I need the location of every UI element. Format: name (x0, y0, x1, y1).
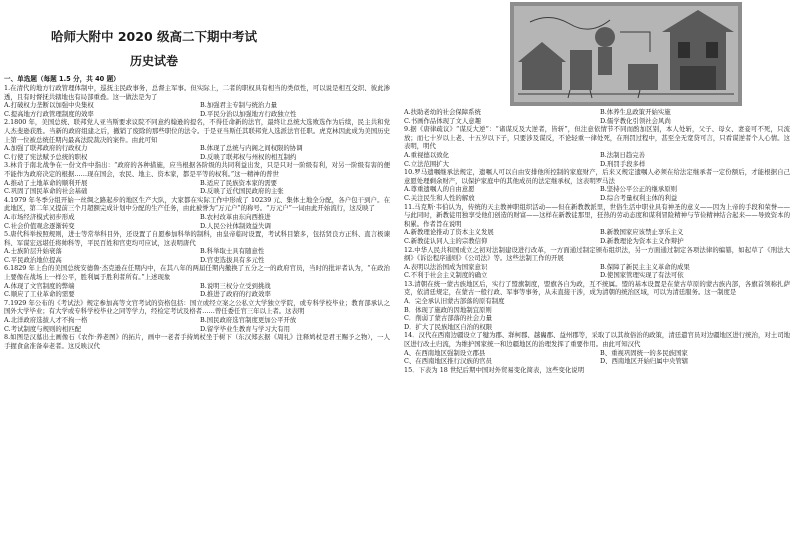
question-block (4, 333, 390, 350)
question-stem: 14．汉代在西南边疆设立了犍为郡、牂柯郡、越巂郡、益州郡等，采取了以其故俗治的政策，清廷遣官员对边疆地区进行统治，对土司地区进行改土归流，为维护国家统一和边疆地区的治理发挥了重要作用。由此可知汉代 (404, 331, 790, 349)
exam-subtitle: 历史试卷 (129, 54, 178, 68)
question-block (4, 299, 390, 333)
question-block (404, 203, 790, 246)
question-block (404, 280, 790, 332)
answer-option: D.使国家管理实现了有法可依 (600, 271, 684, 280)
answer-option: C.书画作品体现了文人意趣 (404, 116, 481, 125)
answer-option: A.表明以法治国成为国家意识 (404, 262, 488, 271)
answer-option: D.反映了联邦权与州权的相互制约 (200, 152, 297, 161)
answer-option: D．扩大了民族地区自治的权限 (404, 322, 493, 331)
answer-option: C.考试制度与规则的相匹配 (4, 324, 81, 333)
answer-option: B.保障了新民主主义革命的成果 (600, 262, 690, 271)
answer-option: C.行使了宪法赋予总统的职权 (4, 152, 88, 161)
exam-title: 哈师大附中 2020 级高二下期中考试 (51, 29, 257, 44)
answer-option: C.不利于社会主义制度的确立 (404, 271, 488, 280)
section-heading: 一、单选题（每题 1.5 分，共 40 题） (4, 75, 120, 83)
option-list (404, 185, 790, 202)
answer-option: B.说明三权分立受到挑战 (200, 281, 271, 290)
answer-option: C.社会价值观念逐渐转变 (4, 221, 75, 230)
question-block (404, 331, 790, 365)
question-block (404, 125, 790, 168)
question-block (404, 108, 790, 125)
option-list (404, 108, 790, 125)
answer-option: B.新教国家应该禁止享乐主义 (600, 228, 684, 237)
option-list (4, 316, 390, 333)
answer-option: D.儒学教化引领社会风尚 (600, 116, 671, 125)
answer-option: A.体现了文官制度的弊端 (4, 281, 75, 290)
answer-option: D.综合考量权利主体的利益 (600, 193, 678, 202)
answer-option: D.留学毕业生教育与学习大有用 (200, 324, 291, 333)
option-list (404, 151, 790, 168)
answer-option: C.平民政治地位提高 (4, 255, 62, 264)
answer-option: C．削弱了蒙古部落的社会力量 (404, 314, 492, 323)
answer-option: D.平民分治以加强地方行政独立性 (200, 109, 297, 118)
question-block (404, 168, 790, 202)
question-block (4, 196, 390, 230)
question-stem: 10.罗马遗嘱继承法规定，遗嘱人可以自由安排他所控制的家庭财产，后来又规定遗嘱人必须在给法定继承者一定份额后，才能根据自己意愿处理剩余财产，以保护家庭中的其他成员的法定继承权，这表明罗马法 (404, 168, 790, 185)
question-block (4, 264, 390, 298)
question-stem: 1.在清代的地方行政管理体制中，巡抚主民政事务，总督主军事。但实际上，二者的职权具有相当的类似性，可以说是相互交织、彼此渗透，且有时督抚共辖地也有局部重叠。这一做法是为了 (4, 84, 390, 101)
answer-option: C.巩固了国民革命的社会基础 (4, 187, 88, 196)
question-stem: 9.据《唐律疏议》“谋反大逆”：“诸谋反及大逆者，皆斩”，但注意依情节不同而酌加区别，本人处斩，父子、母女、妻妾可不死，只流放；而七十岁以上老、十五岁以下子，只要涉及谋反，不论轻重一律处死，在刑罚过程中，甚至全无宽贷可言，只看谋逆者个人心情。这表明，明代 (404, 125, 790, 151)
option-list (4, 144, 390, 161)
answer-option: C.新教徒认同人主的宗教信仰 (404, 236, 488, 245)
question-stem: 6.1829 年上台的美国总统安德鲁·杰克逊在任期内中，在其八年的两届任期内撤换了五分之一的政府官员，当时的批评者认为，“在政治上要像在战场上一样公平，胜利属于胜利者所有。”上述现象 (4, 264, 390, 282)
answer-option: A．完全承认旧蒙古部落的原有制度 (404, 297, 505, 306)
answer-option: A.尊重遗嘱人的自由意愿 (404, 185, 475, 194)
answer-option: B.体现了总统与内阁之间权限的协调 (200, 144, 303, 153)
answer-option: A.重视德以致化 (404, 150, 449, 159)
answer-option: A.新教理论推动了资本主义发展 (404, 228, 494, 237)
answer-option: A.打破权力垄断以加强中央集权 (4, 101, 94, 110)
option-list (4, 179, 390, 196)
question-stem: 3.林肯于南北战争在一份文件中指出：“政府的各种措施，应当根据各阶级的共同利益出发，只是只对一阶级有利，对另一阶级有害的便不能作为政府决定的根据……现在国会，农民、地主、资本家，都是平等的权利。”这一精神的普世 (4, 161, 390, 178)
answer-option: D.推进了政府的行政效率 (200, 290, 271, 299)
left-column (4, 0, 390, 350)
question-stem: 7.1929 年公布的《考试法》规定参加高等文官考试的资格包括：国立或经立案之公私立大学独立学院，或专科学校毕业；教育部承认之国外大学毕业；有大学或专科学校毕业之同等学力，经检定考试及格者……曾任委任官三年以上者。这表明 (4, 298, 390, 316)
answer-option: D.官吏选拔具有多元性 (200, 255, 265, 264)
question-stem: 4.1979 年冬季分组开始一丝绸之路起步的地区生产大队，大家都在实际工作中形成了 10239 元、集体土地全分配，各户包干到户。在此地区，第二年又提前三个月超额完成计划中分配的生产任务，由此被誉为“万元户”的称号。“万元户”一词由此开始流行，这反映了 (4, 195, 390, 213)
answer-option: C.顺应了工业革命的需要 (4, 290, 75, 299)
answer-option: D.人民公社体制效益失调 (200, 221, 271, 230)
option-list (404, 228, 790, 245)
question-block (404, 246, 790, 280)
option-list (404, 263, 790, 280)
historical-painting-image (510, 2, 742, 106)
answer-option: B.法制日趋完善 (600, 150, 646, 159)
answer-option: D.刑罚手段多样 (600, 159, 646, 168)
answer-option: A.扶助老幼的社会保障系统 (404, 108, 481, 116)
answer-option: D、西南地区开始归属中央管辖 (600, 357, 689, 366)
answer-option: C.关注民生和人性的解放 (404, 193, 475, 202)
right-question-list (404, 108, 790, 374)
exam-header (4, 0, 390, 70)
answer-option: B.适应了民族资本家的需要 (200, 178, 278, 187)
question-stem: 5.唐代科举按照规则，进士等常举科目外，还设置了自愿参加科举的制科，由皇帝临时设置，考试科目繁多，包括贤良方正科、直言极谏科、军谋宏远堪任将帅科等，平民百姓和官吏均可应试，这表明唐代 (4, 230, 390, 247)
option-list (4, 247, 390, 264)
left-question-list (4, 84, 390, 350)
answer-option: A.推动了土地革命的顺利开展 (4, 178, 88, 187)
option-list (4, 282, 390, 299)
answer-option: B．体现了施政的因地制宜原则 (404, 305, 492, 314)
answer-option: A.北洋政府选拔人才不拘一格 (4, 316, 88, 325)
answer-option: B.国民政府选官制度更加公平开放 (200, 316, 297, 325)
answer-option: A、在西南地区强制设立郡县 (404, 348, 486, 357)
answer-option: C.提高地方行政管理制度的效率 (4, 109, 94, 118)
question-block (404, 366, 790, 375)
answer-option: A.市场经济模式初步形成 (4, 212, 75, 221)
answer-option: B.农村改革由东向西推进 (200, 212, 271, 221)
answer-option: B.体养生息政策开始实施 (600, 108, 671, 116)
question-block (4, 161, 390, 195)
answer-option: B.坚持公平公正的继承原则 (600, 185, 678, 194)
question-stem: 2.1800 年，美国总统、联邦党人亚当斯要求议院不同意约翰逊的提名，不得任命新的法官，最终让总统大选败选作为后续，民主共和党人杰斐逊获胜。当新的政府组建之后，撤销了废除的那些职位的法令。于是亚当斯任其联邦党人选派法官任职。虎克林因此成为美国历史上第一位被总统任期内最高法院裁决的案件。由此可知 (4, 118, 390, 144)
option-list (404, 297, 790, 331)
question-block (4, 84, 390, 118)
answer-option: B、重视巩固统一的多民族国家 (600, 348, 688, 357)
question-stem: 8.如图是汉墓出土画像石《农作·养老图》的拓片，画中一老者手持鸠杖坐于树下（东汉郑玄据《周礼》注释鸠杖是君王赐予之物），一人手握食盒准备奉老者。这反映汉代 (4, 333, 390, 350)
option-list (404, 349, 790, 366)
answer-option: C、在西南地区推行汉族的官员 (404, 357, 492, 366)
answer-option: C.立法范围扩大 (404, 159, 450, 168)
question-block (4, 230, 390, 264)
question-stem: 11.马克斯·韦伯认为，传统的天主教神职组织活动——但在新教教派里，世俗生活中职业具有神圣的意义——因为上帝的手段和荣誉——与此同时，新教徒用独享受他们创造的财富——这样在新教徒那里，狂热的劳动态度和谋利冒险精神与节俭精神结合起来——导致资本的积累。作者旨在说明 (404, 202, 790, 228)
option-list (4, 213, 390, 230)
option-list (4, 101, 390, 118)
answer-option: B.加强君主专制与统治力量 (200, 101, 278, 110)
question-stem: 12.中华人民共和国成立之初对法制建设进行改革，一方面通过制定颁布组织法，另一方面通过制定各项法律的编纂，如起草了《刑法大纲》《诉讼程序通则》《公司法》等。这些法制工作的开展 (404, 245, 790, 263)
answer-option: D.新教理论为资本主义作辩护 (600, 236, 684, 245)
answer-option: D.反映了近代国民政府的主张 (200, 187, 284, 196)
question-stem: 13.清朝在统一蒙古族地区后，实行了盟旗制度，盟旗各自为政，互不统属。盟的基本设置是在蒙古草原的蒙古族内部，各旗首领称扎萨克，依清廷规定，在蒙古一般行政、军事等事务，从未直接干涉，成为清朝的统治区域，可以为清廷服务。这一制度是 (404, 279, 790, 297)
question-stem: 15．下表为 18 世纪后期中国对外贸易变化简表，这些变化说明 (404, 365, 585, 374)
answer-option: B.科举取士具有随意性 (200, 247, 265, 256)
answer-option: A.加强了联邦政府的行政权力 (4, 144, 88, 153)
answer-option: A.士族阶层升始衰落 (4, 247, 62, 256)
question-block (4, 118, 390, 161)
